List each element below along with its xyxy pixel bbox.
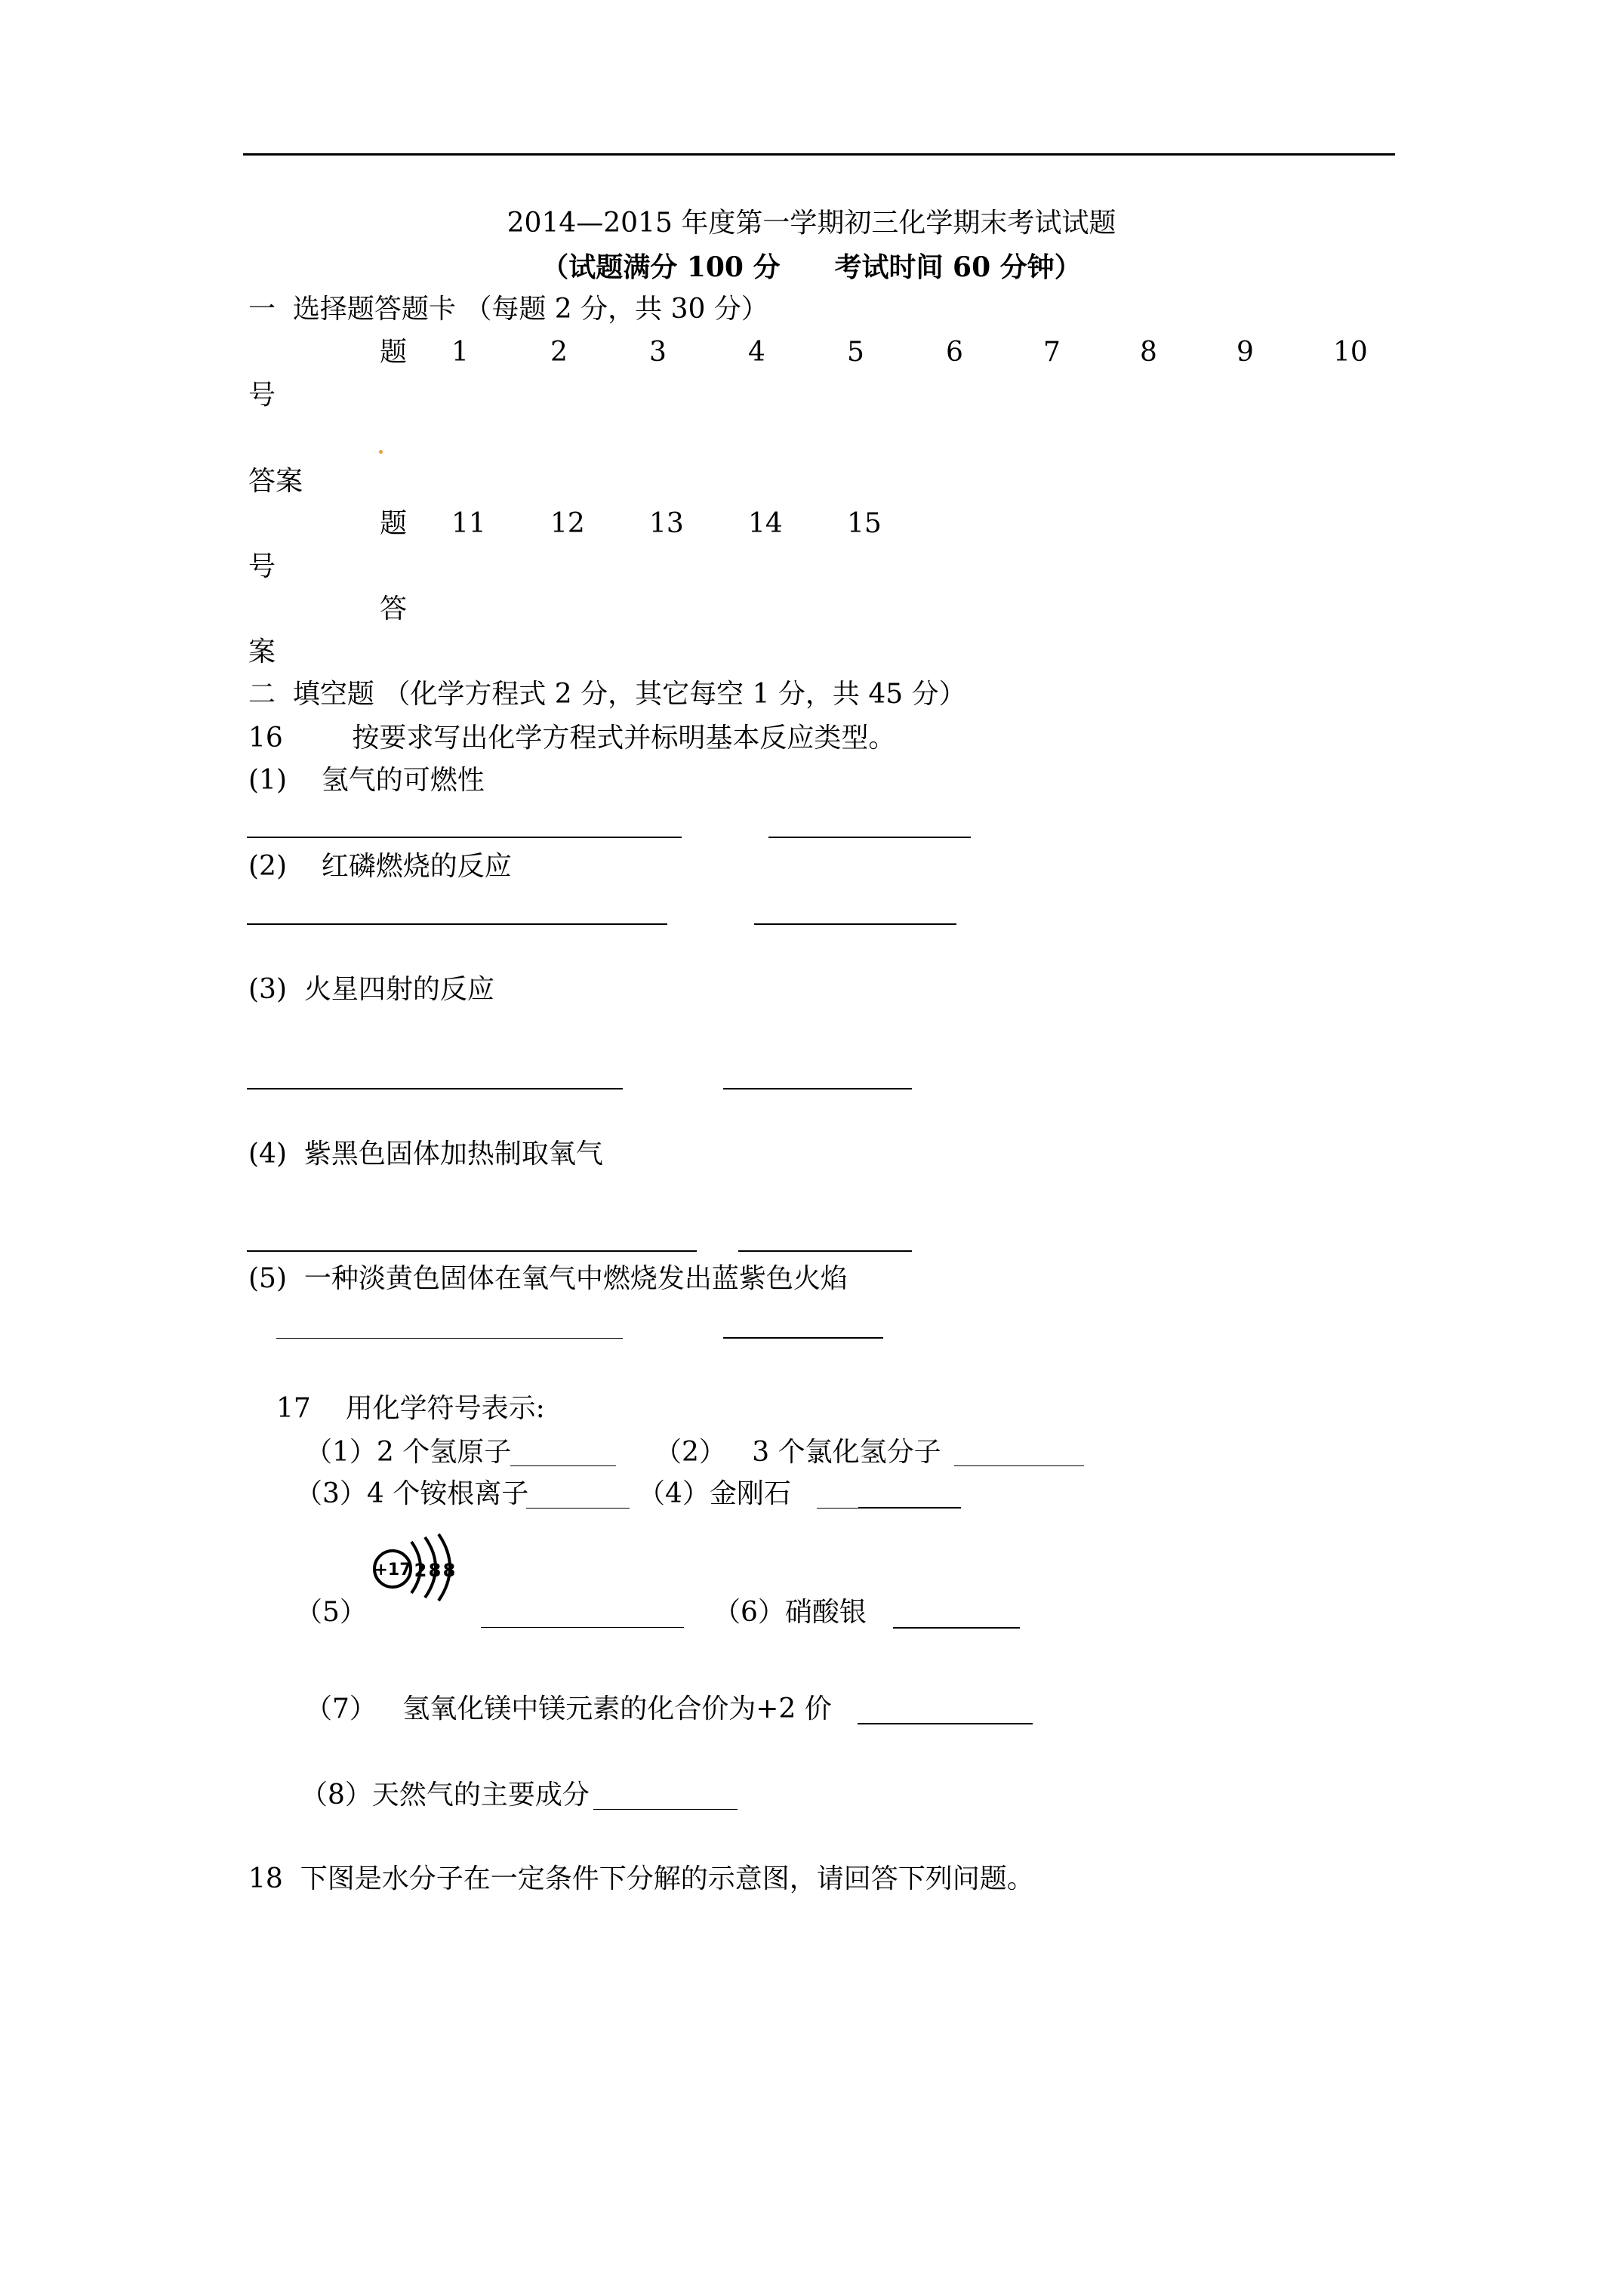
q16-3-type-blank[interactable] [723,1088,912,1089]
q16-1-equation-blank[interactable] [247,837,682,838]
q17-part1: （1）2 个氢原子 [305,1437,512,1468]
q17-4-blank-pre [817,1508,858,1509]
q16-4-equation-blank[interactable] [247,1250,697,1252]
q16-item: (4) 紫黑色固体加热制取氧气 [248,1139,603,1170]
q17-part5: （5） [295,1597,367,1628]
row1-number: 8 [1140,337,1157,368]
q17-part3: （3）4 个铵根离子 [295,1478,529,1509]
q16-intro: 16 按要求写出化学方程式并标明基本反应类型。 [248,723,896,754]
q17-4-blank[interactable] [858,1507,961,1509]
row2-label-top: 题 [380,508,408,539]
q17-part6: （6）硝酸银 [713,1597,867,1628]
q18-intro: 18 下图是水分子在一定条件下分解的示意图，请回答下列问题。 [248,1863,1034,1894]
row2-number: 14 [748,508,783,539]
row1-number: 1 [451,337,469,368]
q17-part2: （2） 3 个氯化氢分子 [654,1437,941,1468]
q17-8-blank[interactable] [593,1809,738,1810]
row2-number: 13 [649,508,684,539]
q16-item: (2) 红磷燃烧的反应 [248,851,512,882]
row1-number: 5 [847,337,864,368]
q16-5-type-blank[interactable] [723,1337,883,1339]
row1-number: 9 [1236,337,1254,368]
row1-number: 7 [1043,337,1061,368]
q17-6-blank[interactable] [893,1627,1020,1629]
row2-number: 15 [847,508,882,539]
q16-5-equation-blank[interactable] [276,1338,623,1339]
page-title: 2014—2015 年度第一学期初三化学期末考试试题 [507,208,1116,239]
q16-1-type-blank[interactable] [768,837,971,838]
electron-shell-count: 2 [414,1560,427,1581]
nucleus-charge: +17 [374,1561,411,1579]
q17-3-blank[interactable] [526,1508,630,1509]
q17-intro: 17 用化学符号表示: [276,1393,545,1424]
section2-heading: 二 填空题 （化学方程式 2 分，其它每空 1 分，共 45 分） [248,679,966,710]
q17-5-blank[interactable] [481,1627,684,1628]
electron-shell-count: 8 [442,1560,456,1581]
row2-number: 11 [451,508,486,539]
q16-2-type-blank[interactable] [754,923,956,925]
row2-number: 12 [550,508,585,539]
q16-2-equation-blank[interactable] [247,923,667,925]
q17-part4: （4）金刚石 [638,1478,791,1509]
q16-item: (5) 一种淡黄色固体在氧气中燃烧发出蓝紫色火焰 [248,1263,848,1294]
q16-item: (3) 火星四射的反应 [248,974,494,1005]
row1-number: 2 [550,337,568,368]
row1-label-top: 题 [380,337,408,368]
row1-number: 6 [946,337,963,368]
row1-number: 4 [748,337,765,368]
q17-1-blank[interactable] [510,1465,616,1466]
q17-2-blank[interactable] [954,1465,1084,1466]
atom-structure-diagram [366,1531,479,1604]
q17-7-blank[interactable] [858,1723,1033,1724]
stray-dot [379,450,383,454]
electron-shell-count: 8 [428,1560,442,1581]
q16-4-type-blank[interactable] [738,1250,912,1252]
row1-label-bottom: 号 [248,380,276,411]
page-subtitle: （试题满分 100 分 考试时间 60 分钟） [541,251,1082,283]
answer2-label-top: 答 [380,593,408,624]
q16-item: (1) 氢气的可燃性 [248,765,485,796]
q16-3-equation-blank[interactable] [247,1088,623,1089]
section1-heading: 一 选择题答题卡 （每题 2 分，共 30 分） [248,294,768,325]
answer2-label-bottom: 案 [248,636,276,667]
answer1-label: 答案 [248,466,303,497]
row2-label-bottom: 号 [248,551,276,582]
row1-number: 3 [649,337,667,368]
row1-number: 10 [1333,337,1368,368]
header-rule [243,153,1395,156]
q17-part7: （7） 氢氧化镁中镁元素的化合价为+2 价 [305,1693,832,1724]
q17-part8: （8）天然气的主要成分 [300,1780,590,1811]
